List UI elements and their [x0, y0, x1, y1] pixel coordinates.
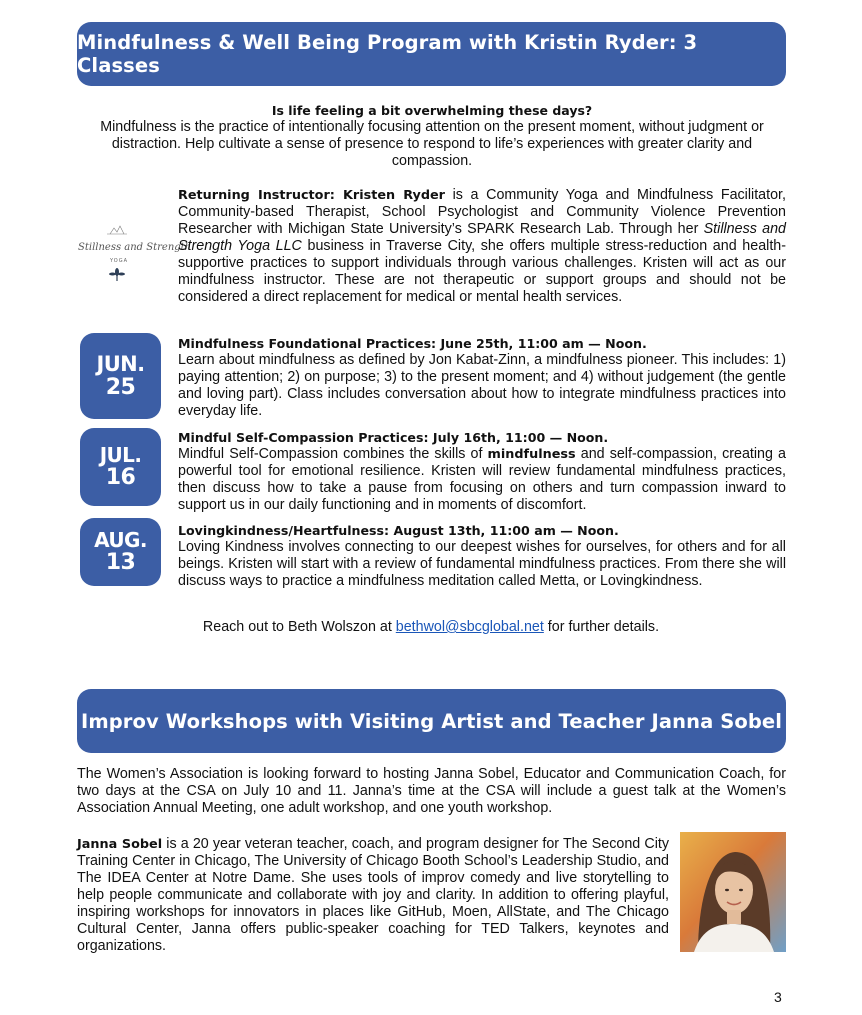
janna-bio-text: is a 20 year veteran teacher, coach, and program designer for The Second City Training Center in Chicago, The University of Chicago Booth School’s Leadership Studio, and The IDEA Center at Notre Dame. She uses tools of improv comedy and live storytelling to help people communicate and collaborate with joy and clarity. In addition to offering playful, inspiring workshops for innovators in places like GitHub, Moen, AllState, and The Chicago Cultural Center, Janna offers public-speaker coaching for TED Talkers, keynotes and organizations. [77, 836, 669, 954]
event-item [178, 429, 786, 514]
page-number: 3 [774, 989, 782, 1005]
badge-day: 13 [105, 550, 136, 575]
intro-block [90, 102, 774, 170]
date-badge-jul-16 [80, 428, 161, 506]
event-title: Mindful Self-Compassion Practices: July 16th, 11:00 — Noon. [178, 430, 609, 445]
section-title: Mindfulness & Well Being Program with Kristin Ryder: 3 Classes [77, 31, 698, 77]
badge-month: JUL. [99, 443, 142, 467]
date-badge-aug-13 [80, 518, 161, 586]
event-item [178, 522, 786, 590]
badge-month: AUG. [94, 528, 147, 552]
intro-question: Is life feeling a bit overwhelming these days? [271, 103, 593, 118]
logo-yoga-text: YOGA [110, 258, 129, 264]
stillness-strength-logo [74, 222, 192, 286]
badge-month: JUN. [96, 351, 145, 376]
event-title: Mindfulness Foundational Practices: June 25th, 11:00 am — Noon. [178, 336, 647, 351]
section-banner-mindfulness [77, 22, 786, 86]
event-description: Mindful Self-Compassion combines the skills of [178, 446, 488, 462]
event-item [178, 335, 786, 420]
badge-day: 16 [105, 465, 136, 490]
event-title: Lovingkindness/Heartfulness: August 13th, 11:00 am — Noon. [178, 523, 619, 538]
improv-intro-paragraph: The Women’s Association is looking forward to hosting Janna Sobel, Educator and Communication Coach, for two days at the CSA on July 10 and 11. Janna’s time at the CSA will include a guest talk at the Women’s Association Annual Meeting, one adult workshop, and one youth workshop. [77, 766, 786, 816]
bio-text-1: is a Community Yoga and Mindfulness Facilitator, Community-based Therapist, School Psychologist and Community Violence Prevention Researcher with Michigan State University’s SPARK Research Lab. Through her [178, 187, 786, 237]
bio-text-2: business in Traverse City, she offers multiple stress-reduction and health-supportive practices to support individuals through various challenges. Kristen will act as our mindfulness instructor. These are not therapeutic or support groups and should not be considered a direct replacement for medical or mental health services. [178, 238, 787, 305]
date-badge-jun-25 [80, 333, 161, 419]
event-description: Loving Kindness involves connecting to our deepest wishes for ourselves, for others and for all beings. Kristen will start with a review of fundamental mindfulness practices. From there she will discuss ways to practice a mindfulness meditation called Metta, or Lovingkindness. [178, 539, 786, 589]
logo-script-text: Stillness and Strength [78, 242, 192, 253]
section-banner-improv [77, 689, 786, 753]
event-description: Learn about mindfulness as defined by Jon Kabat-Zinn, a mindfulness pioneer. This includes: 1) paying attention; 2) on purpose; 3) to the present moment; and 4) without judgement (the gentle and loving part). Class includes conversation about how to integrate mindfulness practices into everyday life. [178, 352, 786, 419]
janna-name: Janna Sobel [77, 837, 163, 852]
bio-lead: Returning Instructor: Kristen Ryder [178, 188, 445, 203]
contact-text-after: for further details. [543, 619, 660, 635]
event-description-bold: mindfulness [487, 447, 576, 462]
badge-day: 25 [105, 374, 136, 400]
contact-line [0, 619, 862, 635]
janna-bio-paragraph [77, 836, 669, 955]
section-title: Improv Workshops with Visiting Artist and Teacher Janna Sobel [80, 709, 783, 733]
instructor-bio [178, 187, 786, 306]
contact-email-link[interactable]: bethwol@sbcglobal.net [395, 619, 544, 635]
contact-text-before: Reach out to Beth Wolszon at [202, 619, 396, 635]
janna-sobel-photo [680, 832, 786, 952]
event-description-rest: and self-compassion, creating a powerful tool for emotional resilience. Kristen will review fundamental mindfulness practices, then discuss how to take a pause from focusing on others and turn compassion inward to support us in our daily functioning and in moments of discomfort. [178, 446, 786, 513]
intro-text: Mindfulness is the practice of intentionally focusing attention on the present moment, without judgment or distraction. Help cultivate a sense of presence to respond to life’s experiences with greater clarity and compassion. [100, 119, 764, 169]
bio-business-name: Stillness and Strength Yoga LLC [178, 221, 787, 254]
